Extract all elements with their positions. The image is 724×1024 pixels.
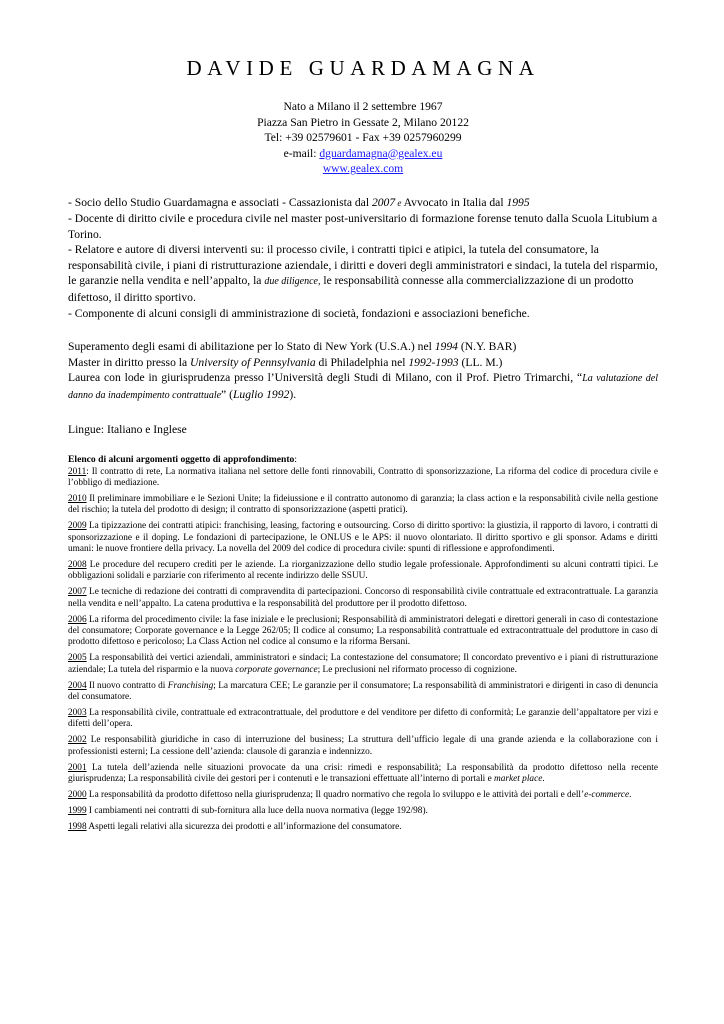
topic-text: La tutela dell’azienda nelle situazioni provocate da una crisi: rimedi e responsabilità; La responsabilità da prodotto difettoso nella recente giurisprudenza; La responsabilità civile dei gestori per i contenuti e le transazioni effettuate all’interno di portali e [68,762,658,784]
bio-avvocato-text: Avvocato in Italia dal [403,195,507,209]
topic-entry [68,587,658,610]
topic-entry [68,653,658,676]
bio-partner [68,195,658,212]
topic-italic: Franchising [167,680,214,691]
bio-boards: - Componente di alcuni consigli di amministrazione di società, fondazioni e associazioni benefiche. [68,306,530,320]
bio-section [68,195,658,322]
cv-document [68,56,658,838]
topic-text: La responsabilità da prodotto difettoso nella giurisprudenza; Il quadro normativo che regola lo sviluppo e le attività dei portali e dell’ [86,789,585,800]
topic-text-end: ; La marcatura CEE; Le garanzie per il consumatore; La responsabilità di amministratori e dirigenti in caso di denuncia del consumatore. [68,680,658,703]
topic-text: Le responsabilità giuridiche in caso di interruzione del business; La struttura dell’ufficio legale di una grande azienda e la collaborazione con i professionisti esterni; La cessione dell’azienda: clausole di garanzia e indennizzo. [68,735,658,757]
topic-text-end: . [629,789,632,800]
topics-list [68,467,658,833]
contact-block [68,99,658,177]
qual-ny-text: Superamento degli esami di abilitazione per lo Stato di New York (U.S.A.) nel [68,340,435,354]
topic-text: I cambiamenti nei contratti di sub-fornitura alla luce della nuova normativa (legge 192/98). [86,805,428,816]
topic-entry [68,763,658,786]
languages: Lingue: Italiano e Inglese [68,422,187,436]
topic-entry [68,806,658,817]
qual-master-city: di Philadelphia nel [315,355,409,369]
address: Piazza San Pietro in Gessate 2, Milano 20122 [257,115,469,129]
topic-year: 2006 [68,614,87,625]
topic-italic: market place [494,773,543,784]
topic-entry [68,708,658,731]
topic-entry [68,615,658,649]
topic-year: 2005 [68,653,87,664]
topic-entry [68,494,658,517]
topic-text: Aspetti legali relativi alla sicurezza dei prodotti e all’informazione del consumatore. [86,821,402,832]
qual-master-degree: (LL. M.) [458,355,503,369]
topic-year: 2008 [68,559,87,570]
qual-ny-bar [68,339,658,355]
birth-info: Nato a Milano il 2 settembre 1967 [283,100,443,113]
topic-text: La responsabilità civile, contrattuale ed extracontrattuale, del produttore e del venditore per difetto di conformità; Le garanzie dell’appaltatore per vizi e difetti dell’opera. [68,707,658,730]
bio-year-cassazionista: 2007 [371,195,396,209]
bio-speaker [68,242,658,305]
topic-text: La responsabilità dei vertici aziendali, amministratori e sindaci; La contestazione del consumatore; Il concordato preventivo e i piani di ristrutturazione aziendale; La tutela del risparmio e la nuova [68,653,658,675]
topic-entry [68,560,658,583]
topic-text: Le procedure del recupero crediti per le aziende. La riorganizzazione dello studio legale professionale. Approfondimenti su alcuni contratti tipici. Le obbligazioni solidali e parziarie con riferimento al recente indirizzo delle SSUU. [68,559,658,582]
topic-text: La tipizzazione dei contratti atipici: franchising, leasing, factoring e outsourcing. Corso di diritto sportivo: la giustizia, il rapporto di lavoro, i contratti di sponsorizzazione e il doping. Le fondazioni di partecipazione, le ONLUS e le APS: il nuovo olontariato. Il diritto sportivo e gli sponsor. Adams e diritti umani: le nuove frontiere della privacy. La novella del 2009 del codice di procedura civile: spunti di riflessione e approfondimenti. [68,521,658,555]
bio-due-diligence: due diligence, [264,276,321,288]
topic-italic: e-commerce [584,789,630,800]
cv-name-heading: DAVIDE GUARDAMAGNA [186,56,540,80]
website-line [68,161,658,177]
topic-year: 1999 [68,805,87,816]
qual-ny-suffix: (N.Y. BAR) [457,340,517,354]
topic-text: Il preliminare immobiliare e le Sezioni Unite; la fideiussione e il contratto autonomo di garanzia; la class action e la responsabilità civile nella gestione del rischio; la tutela del prodotto di design; il contratto di sponsorizzazione (aspetti pratici). [68,493,658,516]
topic-year: 2009 [68,521,87,532]
topic-year: 2003 [68,707,87,718]
bio-teaching: - Docente di diritto civile e procedura civile nel master post-universitario di formazione forense tenuto dalla Scuola Litubium a Torino. [68,212,658,241]
qual-master-university: University of Pennsylvania [190,355,316,369]
topics-title: Elenco di alcuni argomenti oggetto di approfondimento [68,454,295,466]
bio-speaker-text: - Relatore e autore di diversi interventi su: il processo civile, i contratti tipici e atipici, la tutela del consumatore, la responsabilità civile, i piani di ristrutturazione aziendale, i diritti e doveri degli amministratori e sindaci, la tutela del risparmio, le garanzie nella vendita e nell’appalto, la [68,243,658,288]
email-link[interactable]: dguardamagna@gealex.eu [319,146,443,160]
bio-year-avvocato: 1995 [506,195,530,209]
qual-master-text: Master in diritto presso la [68,355,191,369]
bio-e: e [395,197,404,208]
email-label: e-mail: [283,146,320,160]
topic-year: 2011 [68,466,87,477]
topic-year: 2000 [68,789,87,800]
topic-year: 2010 [68,493,87,504]
topic-year: 2007 [68,587,87,598]
bio-partner-text: - Socio dello Studio Guardamagna e associati - Cassazionista dal [68,195,372,209]
bio-speaker-text-end: le responsabilità connesse alla commercializzazione di un prodotto difettoso, il diritto sportivo. [68,274,634,305]
topic-year: 2001 [68,762,87,773]
topic-text: Il nuovo contratto di [86,680,168,691]
phone-fax: Tel: +39 02579601 - Fax +39 0257960299 [264,131,462,144]
topic-text: La riforma del procedimento civile: la fase iniziale e le preclusioni; Responsabilità di amministratori delegati e direttori generali in caso di contestazione del consumatore; Corporate governance e la Legge 262/05; Il codice al consumo; La responsabilità contrattuale ed extracontrattuale del produttore in caso di prodotto difettoso e pericoloso; La Class Action nel codice al consumo e la riforma Bersani. [68,614,658,648]
qual-ny-year: 1994 [434,340,458,354]
qual-laurea-end: ). [289,388,297,402]
topic-text: : Il contratto di rete, La normativa italiana nel settore delle fonti rinnovabili, Contratto di sponsorizzazione, La riforma del codice di procedura civile e l’obbligo di mediazione. [68,466,658,489]
topic-text: Le tecniche di redazione dei contratti di compravendita di partecipazioni. Concorso di responsabilità civile contrattuale ed extracontrattuale. La garanzia nella vendita e nell’appalto. La catena produttiva e la responsabilità del produttore per il prodotto difettoso. [68,587,658,609]
topics-title-line [68,454,658,466]
topics-section [68,454,658,833]
topics-title-colon: : [294,455,297,466]
qual-laurea-date: Luglio 1992 [232,388,290,402]
topic-text-end: ; Le preclusioni nel riformato processo di cognizione. [317,664,517,675]
qual-master [68,355,658,371]
qualifications-section [68,339,658,403]
qual-laurea [68,370,658,403]
email-line [68,146,658,162]
qual-laurea-sep: ” ( [221,388,233,402]
topic-entry [68,467,658,490]
qual-master-years: 1992-1993 [408,355,459,369]
topic-entry [68,681,658,704]
topic-year: 2004 [68,680,87,691]
topic-entry [68,735,658,758]
topic-entry [68,790,658,801]
topic-italic: corporate governance [235,664,318,675]
qual-laurea-thesis: La valutazione del danno da inadempimento contrattuale [68,373,658,402]
topic-year: 2002 [68,735,87,746]
qual-laurea-text: Laurea con lode in giurisprudenza presso l’Università degli Studi di Milano, con il Prof. Pietro Trimarchi, “ [68,371,583,385]
topic-year: 1998 [68,821,87,832]
topic-text-end: . [542,773,545,784]
topic-entry [68,521,658,555]
website-link[interactable]: www.gealex.com [322,162,404,175]
topic-entry [68,822,658,833]
